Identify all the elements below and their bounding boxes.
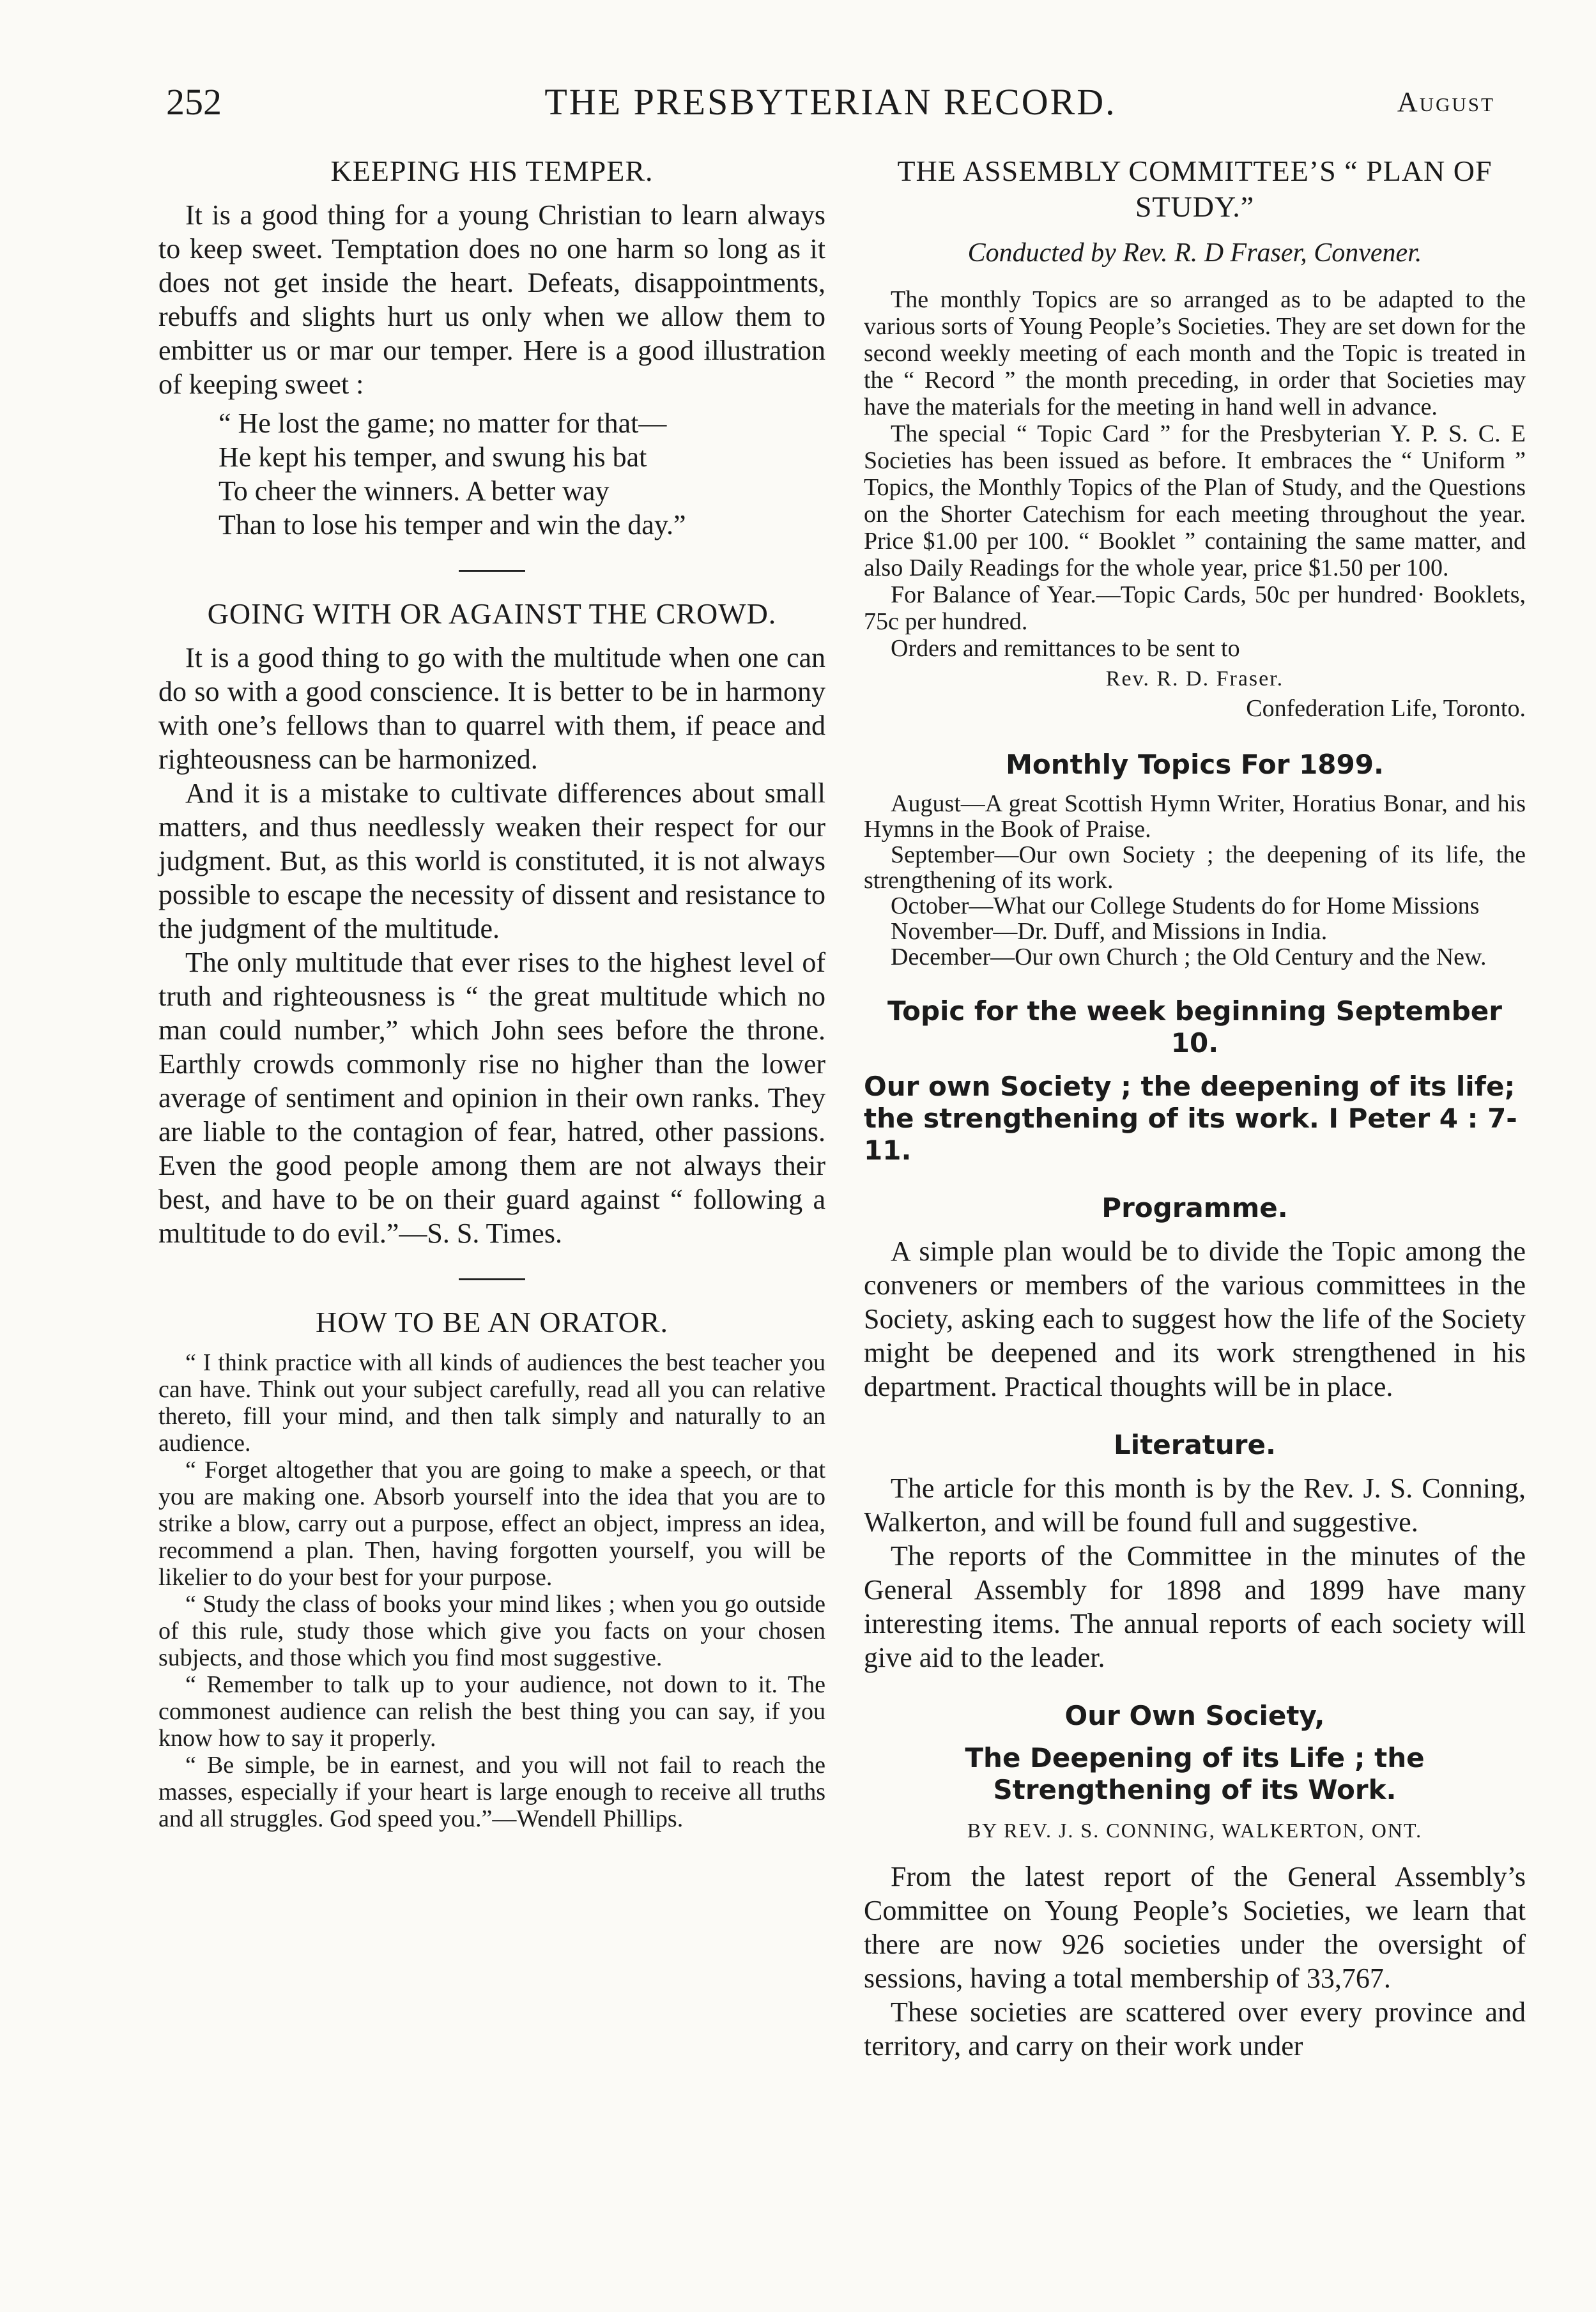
poem-line: “ He lost the game; no matter for that— [219,408,667,439]
paragraph: “ Remember to talk up to your audience, not down to it. The commonest audience can relish the best thing you can say, if you know how to say it properly. [158,1671,825,1752]
article-heading: THE ASSEMBLY COMMITTEE’S “ PLAN OF STUDY.” [897,155,1492,223]
paragraph: And it is a mistake to cultivate differences about small matters, and thus needlessly weaken their respect for our judgment. But, as this world is constituted, it is not always possible to escape the necessity of dissent and resistance to the judgment of the multitude. [158,777,825,944]
section-heading: Literature. [1114,1429,1276,1460]
list-item: October—What our College Students do for Home Missions [891,892,1480,919]
article-crowd [158,596,825,1250]
article-our-own-society [864,1700,1526,2063]
weekly-topic [864,995,1526,1167]
section-divider [459,1278,525,1280]
list-item: August—A great Scottish Hymn Writer, Horatius Bonar, and his Hymns in the Book of Praise. [864,790,1526,843]
left-column [158,153,825,1832]
byline: Conducted by Rev. R. D Fraser, Convener. [967,238,1422,268]
right-column [864,153,1526,2063]
running-header [166,77,1495,128]
issue-month: August [1397,86,1495,118]
notice-paragraph: For Balance of Year.—Topic Cards, 50c per hundred· Booklets, 75c per hundred. [864,581,1526,635]
section-heading: Programme. [1101,1192,1288,1223]
section-heading: Our Own Society, [1064,1700,1325,1731]
section-heading: Topic for the week beginning September 10. [887,995,1502,1059]
poem-line: To cheer the winners. A better way [219,475,610,507]
signature-name: Rev. R. D. Fraser. [1105,667,1284,691]
paragraph: “ I think practice with all kinds of audiences the best teacher you can have. Think out your subject carefully, read all you can relative thereto, fill your mind, and then talk simply and naturally to an audience. [158,1349,825,1457]
programme [864,1192,1526,1404]
article-heading: GOING WITH OR AGAINST THE CROWD. [207,597,777,630]
topic-title: Our own Society ; the deepening of its life; the strengthening of its work. I Peter 4 : 7-11. [864,1071,1517,1166]
notice-paragraph: The special “ Topic Card ” for the Presbyterian Y. P. S. C. E Societies has been issued as before. It embraces the “ Uniform ” Topics, the Monthly Topics of the Plan of Study, and the Questions on the Shorter Catechism for each meeting throughout the year. Price $1.00 per 100. “ Booklet ” containing the same matter, and also Daily Readings for the whole year, price $1.50 per 100. [864,420,1526,581]
article-heading: KEEPING HIS TEMPER. [330,155,654,187]
page-number: 252 [166,81,222,123]
literature [864,1429,1526,1674]
paragraph: From the latest report of the General Assembly’s Committee on Young People’s Societies, we learn that there are now 926 societies under the oversight of sessions, having a total membership of 33,767. [864,1861,1526,1994]
paragraph: It is a good thing for a young Christian to learn always to keep sweet. Temptation does no one harm so long as it does not get inside the heart. Defeats, disappointments, rebuffs and slights hurt us only when we allow them to embitter us or mar our temper. Here is a good illustration of keeping sweet : [158,199,825,400]
paragraph: The only multitude that ever rises to the highest level of truth and righteousness is “ the great multitude which no man could number,” which John sees before the throne. Earthly crowds commonly rise no higher than the lower average of sentiment and opinion in their own ranks. They are liable to the contagion of fear, hatred, other passions. Even the good people among them are not always their best, and have to be on their guard against “ following a multitude to do evil.”—S. S. Times. [158,947,825,1249]
notice-paragraph: The monthly Topics are so arranged as to be adapted to the various sorts of Young People’s Societies. They are set down for the second weekly meeting of each month and the Topic is treated in the “ Record ” the month preceding, in order that Societies may have the materials for the meeting in hand well in advance. [864,286,1526,420]
poem [219,406,825,542]
list-item: September—Our own Society ; the deepening of its life, the strengthening of its work. [864,841,1526,894]
article-subheading: The Deepening of its Life ; the Strengthening of its Work. [965,1742,1425,1805]
paragraph: A simple plan would be to divide the Topic among the conveners or members of the various committees in the Society, asking each to suggest how the life of the Society might be deepened and its work strengthened in his department. Practical thoughts will be in place. [864,1236,1526,1402]
paragraph: The reports of the Committee in the minutes of the General Assembly for 1898 and 1899 have many interesting items. The annual reports of each society will give aid to the leader. [864,1540,1526,1673]
paragraph: It is a good thing to go with the multitude when one can do so with a good conscience. It is better to be in harmony with one’s fellows than to quarrel with them, if peace and righteousness can be harmonized. [158,642,825,775]
article-orator [158,1305,825,1832]
poem-line: Than to lose his temper and win the day.” [219,509,686,540]
monthly-topics [864,749,1526,970]
poem-line: He kept his temper, and swung his bat [219,441,647,473]
paragraph: “ Be simple, be in earnest, and you will not fail to reach the masses, especially if your heart is large enough to receive all truths and all struggles. God speed you.”—Wendell Phillips. [158,1752,825,1832]
notice-paragraph: Orders and remittances to be sent to [891,635,1240,662]
author-line: BY REV. J. S. CONNING, WALKERTON, ONT. [967,1819,1423,1842]
list-item: November—Dr. Duff, and Missions in India. [891,918,1328,945]
paragraph: “ Study the class of books your mind likes ; when you go outside of this rule, study those which give you facts on your chosen subjects, and those which you find most suggestive. [158,1591,825,1671]
signature-place: Confederation Life, Toronto. [1246,695,1526,722]
article-heading: HOW TO BE AN ORATOR. [315,1306,669,1338]
section-divider [459,570,525,572]
committee-plan [864,153,1526,723]
article-keeping-temper [158,153,825,542]
paragraph: “ Forget altogether that you are going to make a speech, or that you are making one. Absorb yourself into the idea that you are to strike a blow, carry out a purpose, effect an object, impress an idea, recommend a plan. Then, having forgotten yourself, you will be likelier to do your best for your purpose. [158,1457,825,1591]
list-item: December—Our own Church ; the Old Century and the New. [891,944,1487,970]
section-heading: Monthly Topics For 1899. [1006,749,1384,780]
paragraph: The article for this month is by the Rev. J. S. Conning, Walkerton, and will be found full and suggestive. [864,1473,1526,1538]
paragraph: These societies are scattered over every province and territory, and carry on their work under [864,1996,1526,2062]
journal-title: THE PRESBYTERIAN RECORD. [544,81,1117,123]
